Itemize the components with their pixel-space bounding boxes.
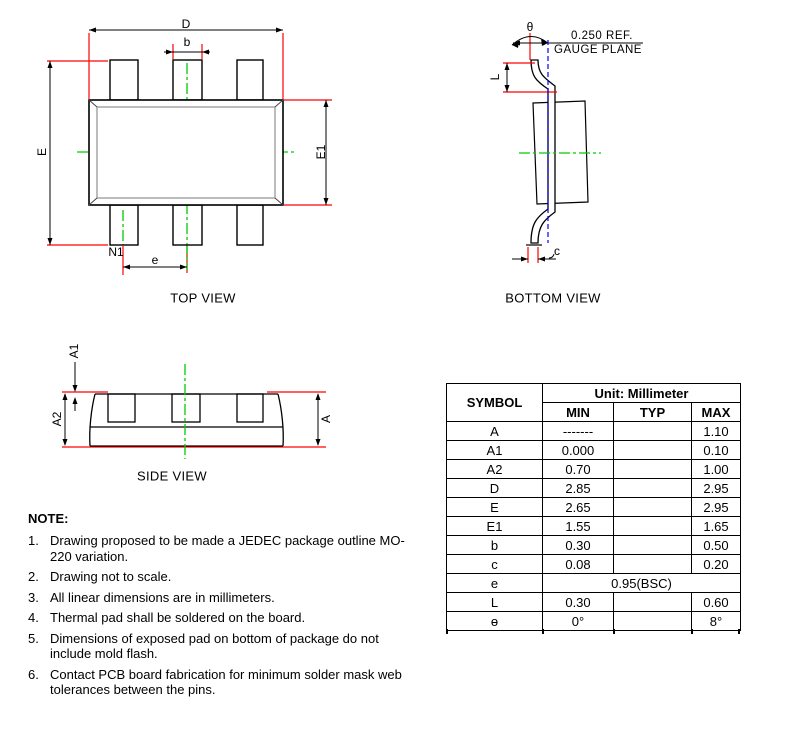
max-header: MAX <box>692 403 741 422</box>
dim-label-a: A <box>319 414 333 424</box>
note-number: 3. <box>28 589 39 605</box>
dim-label-b: b <box>183 35 191 49</box>
dim-label-l: L <box>488 73 502 81</box>
bottom-view-arrowheads <box>505 39 549 262</box>
symbol-header: SYMBOL <box>447 384 543 422</box>
note-item <box>28 533 432 564</box>
notes-section <box>28 511 432 703</box>
note-item <box>28 631 432 662</box>
table-row: A ------- 1.10 <box>447 422 741 441</box>
top-view-title: TOP VIEW <box>170 290 236 306</box>
side-view-body <box>90 394 284 446</box>
pin1-label-n1: N1 <box>108 245 124 259</box>
note-number: 6. <box>28 666 39 682</box>
table-tick <box>691 629 693 634</box>
note-item <box>28 590 432 606</box>
table-row: E 2.65 2.95 <box>447 498 741 517</box>
dim-label-e-cap: E <box>35 147 49 157</box>
table-row: c 0.08 0.20 <box>447 555 741 574</box>
dim-label-d: D <box>181 17 191 31</box>
side-view-title: SIDE VIEW <box>137 468 207 484</box>
table-tick <box>542 629 544 634</box>
table-row: ɵ 0° 8° <box>447 612 741 631</box>
side-view-drawing <box>62 362 326 459</box>
table-tick <box>446 629 448 634</box>
table-row: E1 1.55 1.65 <box>447 517 741 536</box>
c-dimension-lines <box>512 254 556 259</box>
table-row: D 2.85 2.95 <box>447 479 741 498</box>
table-tick <box>613 629 615 634</box>
note-number: 4. <box>28 610 39 625</box>
side-view-extension-lines <box>62 392 326 447</box>
dim-label-e1: E1 <box>314 144 328 160</box>
dim-label-c: c <box>554 244 560 258</box>
notes-title: NOTE: <box>28 511 69 526</box>
table-tick <box>738 629 740 634</box>
note-text: Thermal pad shall be soldered on the board. <box>50 610 306 625</box>
dim-label-a2: A2 <box>50 411 64 427</box>
unit-header: Unit: Millimeter <box>543 384 741 403</box>
dimension-table <box>446 383 741 631</box>
note-text: Dimensions of exposed pad on bottom of package do not include mold flash. <box>50 630 379 661</box>
table-row: L 0.30 0.60 <box>447 593 741 612</box>
note-text: All linear dimensions are in millimeters. <box>50 589 275 605</box>
gauge-ref-label: 0.250 REF. <box>571 30 633 42</box>
top-view-drawing <box>47 28 332 276</box>
top-view-body <box>89 100 283 205</box>
note-number: 5. <box>28 630 39 646</box>
note-text: Drawing not to scale. <box>50 569 172 584</box>
bottom-view-title: BOTTOM VIEW <box>505 290 601 306</box>
dim-label-pitch-e: e <box>151 253 159 267</box>
note-text: Contact PCB board fabrication for minimum solder mask web tolerances between the pins. <box>50 666 402 697</box>
note-number: 2. <box>28 569 39 584</box>
note-number: 1. <box>28 533 39 548</box>
gauge-plane-label: GAUGE PLANE <box>554 44 642 56</box>
typ-header: TYP <box>614 403 692 422</box>
note-item <box>28 569 432 585</box>
dim-label-theta: θ <box>526 20 534 34</box>
table-row-e-bsc: e 0.95(BSC) <box>447 574 741 593</box>
table-header-row <box>447 384 741 403</box>
note-text: Drawing proposed to be made a JEDEC package outline MO-220 variation. <box>50 533 405 564</box>
note-item <box>28 610 432 626</box>
dim-label-a1: A1 <box>67 343 81 359</box>
note-item <box>28 667 432 698</box>
table-row: A1 0.000 0.10 <box>447 441 741 460</box>
bottom-view-drawing <box>503 33 643 263</box>
table-row: A2 0.70 1.00 <box>447 460 741 479</box>
min-header: MIN <box>543 403 614 422</box>
table-row: b 0.30 0.50 <box>447 536 741 555</box>
